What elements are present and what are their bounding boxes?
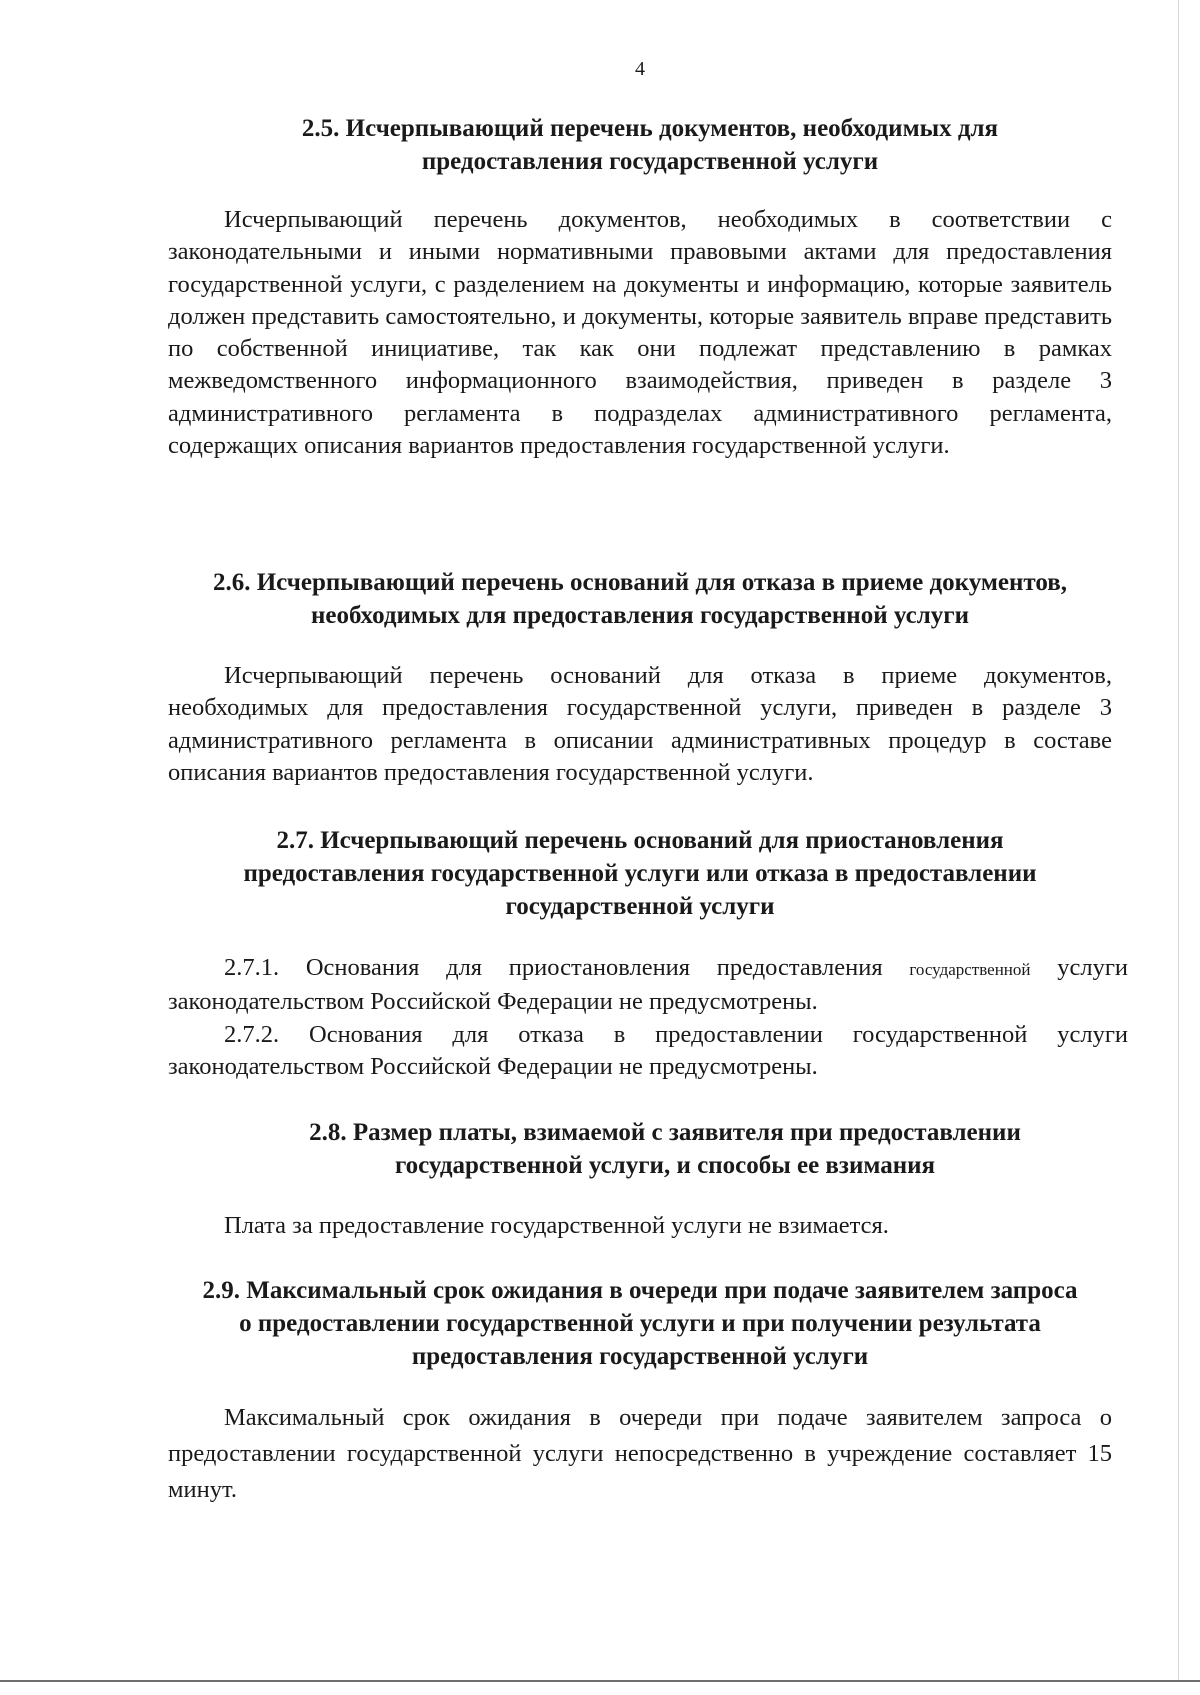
clause-2-7-1-text-end: услуги законодательством Российской Федерации не предусмотрены. xyxy=(168,954,1128,1016)
section-2-7-body xyxy=(168,952,1128,1083)
section-2-9 xyxy=(168,1274,1112,1373)
section-paragraph: 2.7.2. Основания для отказа в предоставлении государственной услуги законодательством Российской Федерации не предусмотрены. xyxy=(168,1020,1128,1080)
section-heading: 2.8. Размер платы, взимаемой с заявителя при предоставлении государственной услуги, и способы ее взимания xyxy=(309,1119,1021,1179)
section-heading: 2.6. Исчерпывающий перечень оснований для отказа в приеме документов, необходимых для предоставления государственной услуги xyxy=(212,569,1067,629)
section-paragraph: Максимальный срок ожидания в очереди при подаче заявителем запроса о предоставлении государственной услуги непосредственно в учреждение составляет 15 минут. xyxy=(168,1404,1112,1503)
section-2-8-body xyxy=(168,1210,1112,1242)
section-paragraph xyxy=(168,952,1128,1019)
section-paragraph: Исчерпывающий перечень документов, необходимых в соответствии с законодательными и иными нормативными правовыми актами для предоставления государственной услуги, с разделением на документы и информацию, которые заявитель должен представить самостоятельно, и документы, которые заявитель вправе представить по собственной инициативе, так как они подлежат представлению в рамках межведомственного информационного взаимодействия, приведен в разделе 3 административного регламента в подразделах административного регламента, содержащих описания вариантов предоставления государственной услуги. xyxy=(168,206,1112,460)
section-paragraph: Плата за предоставление государственной услуги не взимается. xyxy=(224,1212,889,1239)
section-heading: 2.5. Исчерпывающий перечень документов, необходимых для предоставления государственной услуги xyxy=(301,115,999,175)
clause-2-7-1-text: 2.7.1. Основания для приостановления предоставления xyxy=(224,954,910,981)
section-2-9-body xyxy=(168,1400,1112,1508)
section-2-5-body xyxy=(168,204,1112,462)
section-paragraph: Исчерпывающий перечень оснований для отказа в приеме документов, необходимых для предоставления государственной услуги, приведен в разделе 3 административного регламента в описании административных процедур в составе описания вариантов предоставления государственной услуги. xyxy=(168,662,1112,786)
page-number: 4 xyxy=(635,58,645,80)
section-heading: 2.7. Исчерпывающий перечень оснований для приостановления предоставления государственной услуги или отказа в предоставлении государственной услуги xyxy=(243,827,1037,920)
section-2-6 xyxy=(168,566,1112,632)
clause-2-7-1-small-text: государственной xyxy=(909,960,1031,979)
scan-border-line xyxy=(0,1680,1200,1682)
section-2-5 xyxy=(168,112,1112,178)
scan-edge xyxy=(1178,0,1179,1680)
section-2-7 xyxy=(168,824,1112,923)
section-2-6-body xyxy=(168,660,1112,789)
section-2-8 xyxy=(168,1116,1112,1182)
section-heading: 2.9. Максимальный срок ожидания в очереди при подаче заявителем запроса о предоставлении государственной услуги и при получении результата предоставления государственной услуги xyxy=(202,1277,1078,1370)
